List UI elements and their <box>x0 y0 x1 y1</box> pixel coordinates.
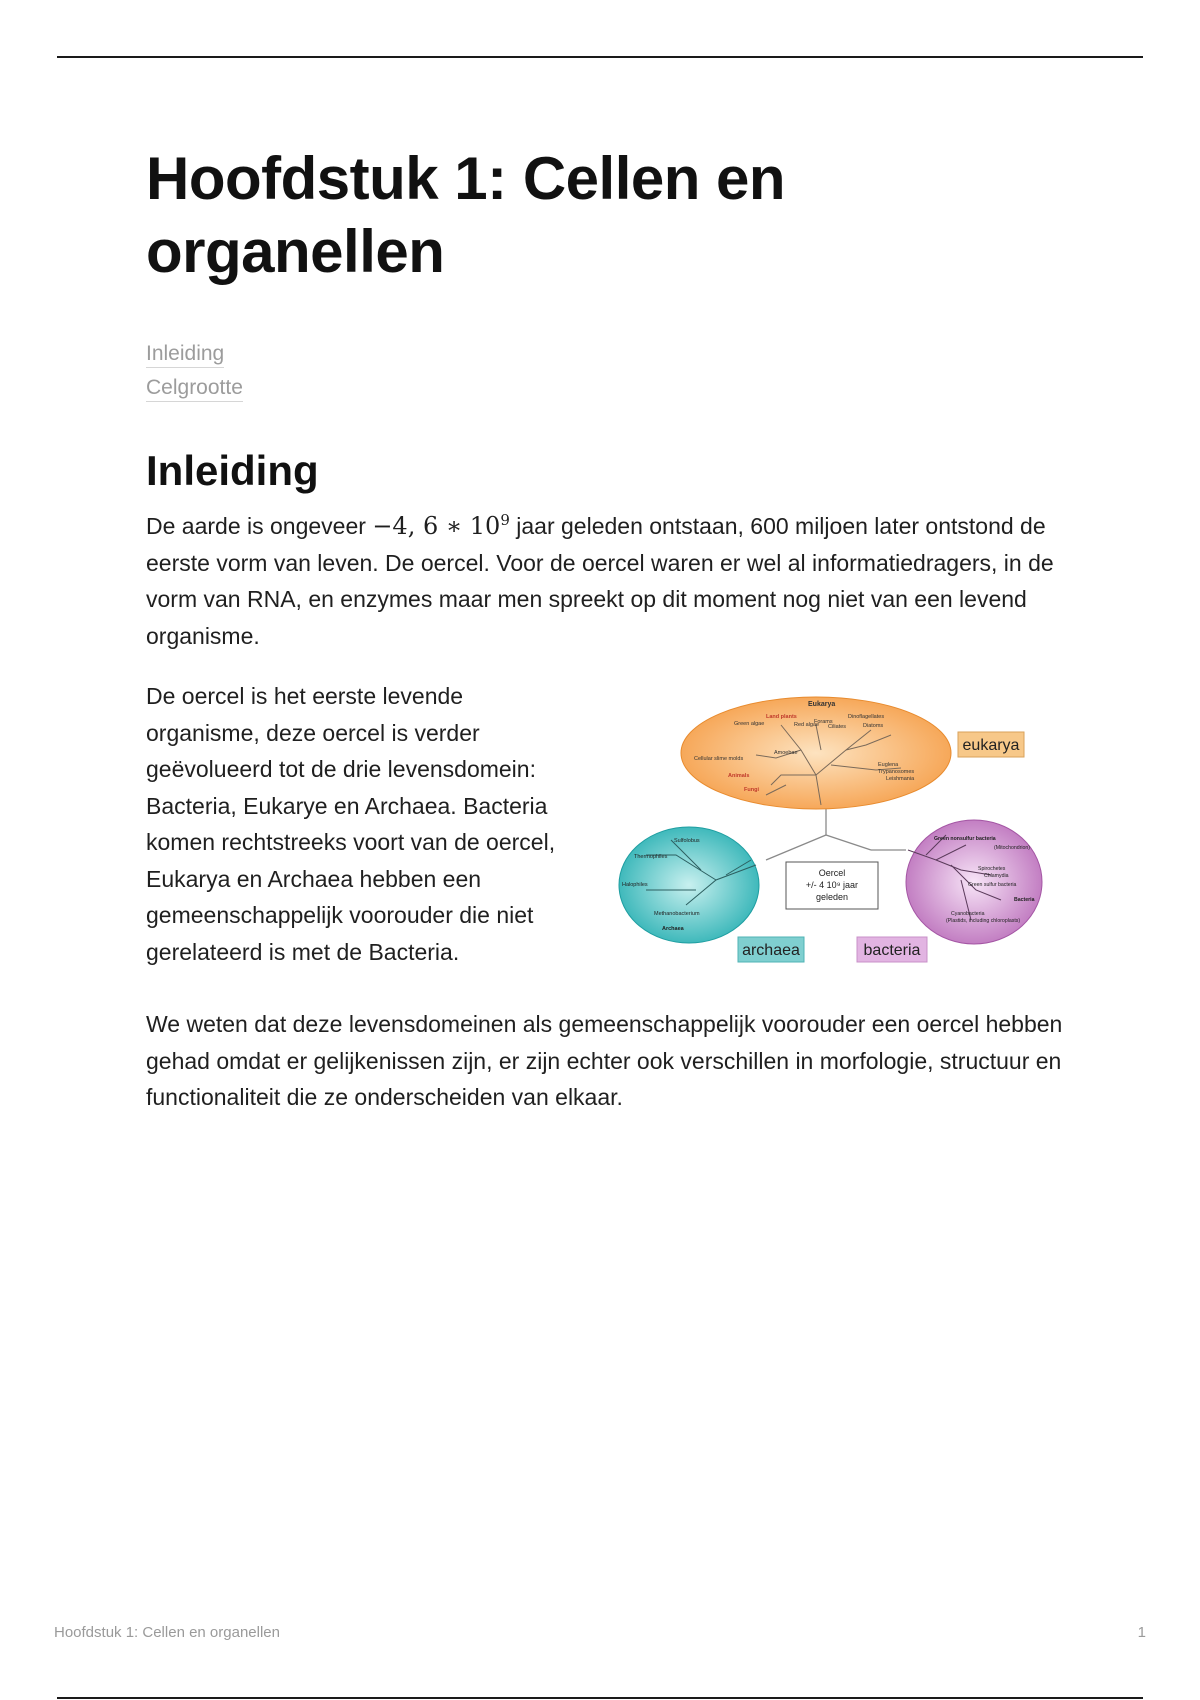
archaea-group-label: Archaea <box>662 926 684 932</box>
top-rule <box>57 56 1143 58</box>
oercel-box-line: +/- 4 10⁹ jaar <box>805 880 859 890</box>
archaea-tag-label: archaea <box>742 942 800 959</box>
eukarya-group-label: Diatoms <box>863 723 884 729</box>
oercel-box-line: geleden <box>815 892 849 902</box>
bacteria-group-label: (Plastids, including chloroplasts) <box>946 918 1021 924</box>
tree-of-life-figure <box>616 690 1046 980</box>
archaea-group-label: Methanobacterium <box>654 911 700 917</box>
oercel-box-line: Oercel <box>818 868 846 878</box>
paragraph-oercel: De oercel is het eerste levende organisme, deze oercel is verder geëvolueerd tot de drie levensdomein: Bacteria, Eukarye en Archaea. Bacteria komen rechtstreeks voort van de oercel, Eukarya en Archaea hebben een gemeenschappelijk voorouder die niet gerelateerd is met de Bacteria. <box>146 683 556 965</box>
eukarya-group-label: Forams <box>814 719 833 725</box>
tree-trunk-lines <box>766 805 906 860</box>
footer-title: Hoofdstuk 1: Cellen en organellen <box>54 1624 280 1641</box>
bacteria-group-label: Green nonsulfur bacteria <box>934 836 996 842</box>
eukarya-group-label: Fungi <box>744 787 759 793</box>
page-title: Hoofdstuk 1: Cellen en organellen <box>146 145 786 285</box>
bacteria-group-label: Cyanobacteria <box>951 911 985 917</box>
bacteria-group-label: Chlamydia <box>984 873 1009 879</box>
paragraph-gelijkenissen: We weten dat deze levensdomeinen als gemeenschappelijk voorouder een oercel hebben gehad omdat er gelijkenissen zijn, er zijn echter ook verschillen in morfologie, structuur en functionaliteit die ze onderscheiden van elkaar. <box>146 1011 1063 1110</box>
eukarya-title: Eukarya <box>808 701 836 708</box>
eukarya-group-label: Leishmania <box>886 776 915 782</box>
bacteria-group-label: (Mitochondrion) <box>994 845 1031 851</box>
math-base: −4, 6 ∗ 10 <box>372 512 501 540</box>
math-expression <box>372 512 510 540</box>
eukarya-group-label: Land plants <box>766 714 797 720</box>
bacteria-group-label: Green sulfur bacteria <box>968 882 1017 888</box>
archaea-group-label: Halophiles <box>622 882 648 888</box>
tree-of-life-diagram <box>616 690 1046 980</box>
eukarya-group-label: Red algae <box>794 722 820 728</box>
bacteria-group-label: Bacteria <box>1014 897 1035 903</box>
footer-page-number: 1 <box>1137 1624 1146 1641</box>
bottom-rule <box>57 1697 1143 1699</box>
eukarya-blob <box>681 697 951 809</box>
text-with-figure <box>146 678 1066 980</box>
eukarya-group-label: Cellular slime molds <box>694 756 744 762</box>
eukarya-group-label: Green algae <box>734 721 765 727</box>
eukarya-group-label: Dinoflagellates <box>848 714 885 720</box>
document-content <box>146 142 1066 1116</box>
math-exponent: 9 <box>500 511 510 529</box>
bacteria-tag-label: bacteria <box>863 942 921 959</box>
paragraph-intro <box>146 502 1066 654</box>
paragraph-intro-end: jaar geleden ontstaan, 600 miljoen later ontstond de eerste vorm van leven. De oercel. Voor de oercel waren er wel al informatiedragers, in de vorm van RNA, en enzymes maar men spreekt op dit moment nog niet van een levend organisme. <box>146 513 1054 649</box>
eukarya-group-label: Trypanosomes <box>878 769 915 775</box>
toc-link-celgrootte[interactable]: Celgrootte <box>146 376 243 402</box>
eukarya-tag-label: eukarya <box>962 737 1020 754</box>
section-heading-inleiding: Inleiding <box>146 447 319 494</box>
bacteria-group-label: Spirochetes <box>978 866 1006 872</box>
archaea-group-label: Sulfolobus <box>674 838 700 844</box>
archaea-group-label: Thermophiles <box>634 854 668 860</box>
paragraph-intro-start: De aarde is ongeveer <box>146 513 373 539</box>
eukarya-group-label: Amoebae <box>774 750 798 756</box>
toc-link-inleiding[interactable]: Inleiding <box>146 342 224 368</box>
eukarya-group-label: Euglena <box>878 762 899 768</box>
eukarya-group-label: Animals <box>728 773 750 779</box>
eukarya-group-label: Ciliates <box>828 724 847 730</box>
table-of-contents <box>146 342 1066 402</box>
